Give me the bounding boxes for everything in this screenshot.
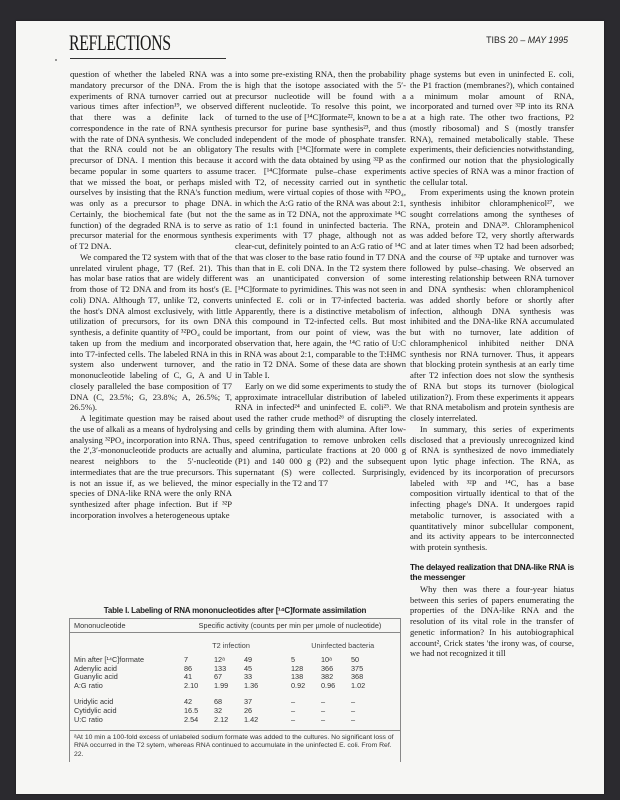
journal-name: TIBS 20 –	[486, 35, 528, 45]
table-cell: –	[321, 714, 326, 724]
page-speck	[55, 59, 57, 61]
table-cell: –	[291, 697, 296, 707]
paragraph: phage systems but even in uninfected E. coli, the P1 fraction (membranes?), which contained a minimum molar amount of RNA, incorporated and turned over ³²P into its RNA at a high rate. The other two fractions, P2 (mostly ribosomal) and S (mostly transfer RNA), remained metabolically stable. These experiments, their deficiencies notwithstanding, confirmed our notion that the physiologically active species of RNA was a minor fraction of the cellular total.	[410, 69, 575, 187]
journal-issue	[486, 35, 568, 45]
group-uninfected: Uninfected bacteria	[311, 641, 375, 650]
table-cell: –	[321, 705, 326, 715]
table-cell: –	[291, 714, 296, 724]
table-cell: 1.02	[351, 680, 366, 690]
table-row	[74, 665, 396, 674]
paragraph: We compared the T2 system with that of the unrelated virulent phage, T7 (Ref. 21). This has molar base ratios that are widely different from those of T2 DNA and from its host's (E. coli) DNA. Although T7, unlike T2, converts the host's DNA almost exclusively, with little utilization of precursors, for its own DNA synthesis, a definite quantity of ³²PO₄ could be taken up from the medium and incorporated into T7-infected cells. The labeled RNA in this system also underwent turnover, and the mononucleotide labeling of C, G, A and U closely paralleled the base composition of T7 DNA (C, 23.5%; G, 23.8%; A, 26.5%; T, 26.5%).	[70, 251, 232, 413]
section-title: REFLECTIONS	[69, 30, 171, 55]
table-row	[74, 716, 396, 725]
table-1	[69, 606, 401, 762]
table-cell: –	[351, 697, 356, 707]
table-cell: 12ᵃ	[214, 655, 225, 664]
group-header-row	[70, 633, 400, 650]
row-label: Cytidylic acid	[74, 705, 117, 715]
row-label: U:C ratio	[74, 714, 103, 724]
table-cell: –	[291, 705, 296, 715]
table-cell: 2.54	[184, 714, 199, 724]
table-cell: 375	[351, 663, 364, 673]
paragraph: From experiments using the known protein synthesis inhibitor chloramphenicol²⁷, we sought correlations among the syntheses of RNA, protein and DNA²⁸. Chloramphenicol was added before T2, very shortly afterwards and at later times when T2 had been adsorbed; and the course of ³²P uptake and turnover was followed by pulse–chasing. We observed an interesting relationship between RNA turnover and DNA synthesis: when chloramphenicol was added shortly before or shortly after infection, although DNA synthesis was inhibited and the DNA-like RNA accumulated but with no turnover, late addition of chloramphenicol inhibited neither DNA synthesis nor RNA turnover. Thus, it appears that blocking protein synthesis at an early time after T2 infection does not slow the synthesis of RNA but stops its turnover (biological utilization?). From these experiments it appears that RNA metabolism and protein synthesis are closely interrelated.	[410, 187, 574, 423]
table-cell: 26	[244, 705, 253, 715]
table-cell: 1.99	[214, 680, 229, 690]
table-cell: 0.92	[291, 680, 306, 690]
table-caption: Table I. Labeling of RNA mononucleotides after [¹⁴C]formate assimilation	[103, 606, 367, 615]
section-title-rule	[70, 58, 226, 59]
table-cell: 32	[214, 705, 223, 715]
table-cell: 2.10	[184, 680, 199, 690]
table-cell: 16.5	[184, 705, 199, 715]
text-column-1	[70, 69, 232, 521]
table-row	[74, 673, 396, 682]
row-label: Guanylic acid	[74, 672, 118, 682]
section-heading: The delayed realization that DNA-like RNA is the messenger	[410, 562, 574, 583]
table-cell: 133	[214, 663, 227, 673]
table-cell: 382	[321, 672, 334, 682]
table-cell: 68	[214, 697, 223, 707]
header-mononucleotide: Mononucleotide	[74, 621, 126, 630]
issue-date: MAY 1995	[527, 35, 568, 45]
table-cell: 42	[184, 697, 193, 707]
row-label: Adenylic acid	[74, 663, 117, 673]
table-rows	[70, 650, 400, 724]
table-cell: 368	[351, 672, 364, 682]
table-cell: 138	[291, 672, 304, 682]
text-column-3	[410, 69, 574, 659]
paragraph: In summary, this series of experiments disclosed that a previously unrecognized kind of RNA is synthesized de novo immediately upon lytic phage infection. The RNA, as evidenced by its incorporation of precursors labeled with ³²P and ¹⁴C, has a base composition virtually identical to that of the infecting phage's DNA. It undergoes rapid metabolic turnover, is associated with a quantitatively minor subcellular component, and its activity appears to be interconnected with protein synthesis.	[410, 423, 574, 552]
journal-page	[16, 21, 604, 794]
table-header	[70, 619, 400, 633]
header-specific-activity: Specific activity (counts per min per µmole of nucleotide)	[198, 621, 382, 630]
table-row	[74, 682, 396, 691]
table-cell: –	[321, 697, 326, 707]
table-row	[74, 656, 396, 665]
table-cell: 2.12	[214, 714, 229, 724]
row-label: Min after [¹⁴C]formate	[74, 655, 145, 664]
table-cell: 10ᵃ	[321, 655, 332, 664]
table-cell: 5	[291, 655, 296, 664]
paragraph: question of whether the labeled RNA was a mandatory precursor of the DNA. From the experiments of RNA turnover carried out at various times after infection¹⁹, we observed that there was a definite lack of correspondence in the rate of RNA synthesis with the rate of DNA synthesis. We concluded that the RNA could not be an obligatory precursor of DNA. I mention this because it became popular in some quarters to assume that we missed the boat, or perhaps misled ourselves by insisting that the RNA's function was only as a precursor to phage DNA. Certainly, the biochemical fate (but not the function) of the degraded RNA is to serve as precursor material for the enormous synthesis of T2 DNA.	[70, 69, 232, 251]
table-row	[74, 707, 396, 716]
paragraph: Early on we did some experiments to study the approximate intracellular distribution of labeled RNA in infected²⁴ and uninfected E. coli²⁵. We used the rather crude method²⁶ of disrupting the cells by grinding them with alumina. After low-speed centrifugation to remove unbroken cells and alumina, particulate fractions at 20 000 g (P1) and 140 000 g (P2) and the subsequent supernatant (S) were collected. Surprisingly, especially in the T2 and T7	[235, 380, 406, 488]
table-cell: 86	[184, 663, 193, 673]
table-cell: –	[351, 714, 356, 724]
text-column-2	[235, 69, 406, 488]
table-cell: 41	[184, 672, 193, 682]
row-label: A:G ratio	[74, 680, 103, 690]
table-row	[74, 698, 396, 707]
table-cell: 33	[244, 672, 253, 682]
table-body	[69, 618, 401, 731]
paragraph: into some pre-existing RNA, then the probability is high that the isotope associated with the 5′-precursor nucleotide will be found with a different nucleotide. To resolve this point, we turned to the use of [¹⁴C]formate²², known to be a precursor for purine base synthesis²³, and thus independent of the mode of phosphate transfer. The results with [¹⁴C]formate were in complete accord with the data obtained by using ³²P as the tracer. [¹⁴C]formate pulse–chase experiments with T2, of necessity carried out in synthetic medium, were virtual copies of those with ³²PO₄, in which the A:G ratio of the RNA was about 2:1, the same as in T2 DNA, not the approximate ¹⁴C ratio of 1:1 found in uninfected bacteria. The experiments with T7 phage, although not as clear-cut, definitely pointed to an A:G ratio of ¹⁴C that was closer to the base ratio found in T7 DNA than that in E. coli DNA. In the T2 system there was an unanticipated conversion of some [¹⁴C]formate to pyrimidines. This was not seen in uninfected E. coli or in T7-infected bacteria. Apparently, there is a distinctive metabolism of this compound in T2-infected cells. But most important, from our point of view, was the observation that, here again, the ¹⁴C ratio of U:C in RNA was about 2:1, comparable to the T:HMC ratio in T2 DNA. Some of these data are shown in Table I.	[235, 69, 406, 380]
table-cell: 49	[244, 655, 253, 664]
table-cell: 366	[321, 663, 334, 673]
table-cell: 50	[351, 655, 360, 664]
row-label: Uridylic acid	[74, 697, 114, 707]
table-cell: 0.96	[321, 680, 336, 690]
paragraph: Why then was there a four-year hiatus between this series of papers enumerating the properties of the DNA-like RNA and the resolution of its vital role in the transfer of genetic information? In his autobiographical account², Crick states 'the irony was, of course, we had not recognized it till	[410, 583, 574, 659]
table-cell: 37	[244, 697, 253, 707]
paragraph: A legitimate question may be raised about the use of alkali as a means of hydrolysing and analysing ³²PO₄ incorporation into RNA. Thus, the 2′,3′-mononucleotide products are actually nearest neighbors to the 5′-nucleotide intermediates that are the true precursors. This is not an issue if, as we believed, the minor species of DNA-like RNA were the only RNA synthesized after phage infection. But if ³²P incorporation involves a heterogeneous uptake	[70, 413, 232, 520]
table-footnote: ᵃAt 10 min a 100-fold excess of unlabeled sodium formate was added to the cultures. No significant loss of RNA occurred in the T2 sytem, whereas RNA continued to accumulate in the uninfected E. coli. From Ref. 22.	[69, 731, 401, 762]
group-t2-infection: T2 infection	[212, 641, 250, 650]
table-cell: 67	[214, 672, 223, 682]
table-cell: 7	[184, 655, 189, 664]
table-cell: –	[351, 705, 356, 715]
table-cell: 128	[291, 663, 304, 673]
table-cell: 1.42	[244, 714, 259, 724]
table-cell: 1.36	[244, 680, 259, 690]
table-cell: 45	[244, 663, 253, 673]
